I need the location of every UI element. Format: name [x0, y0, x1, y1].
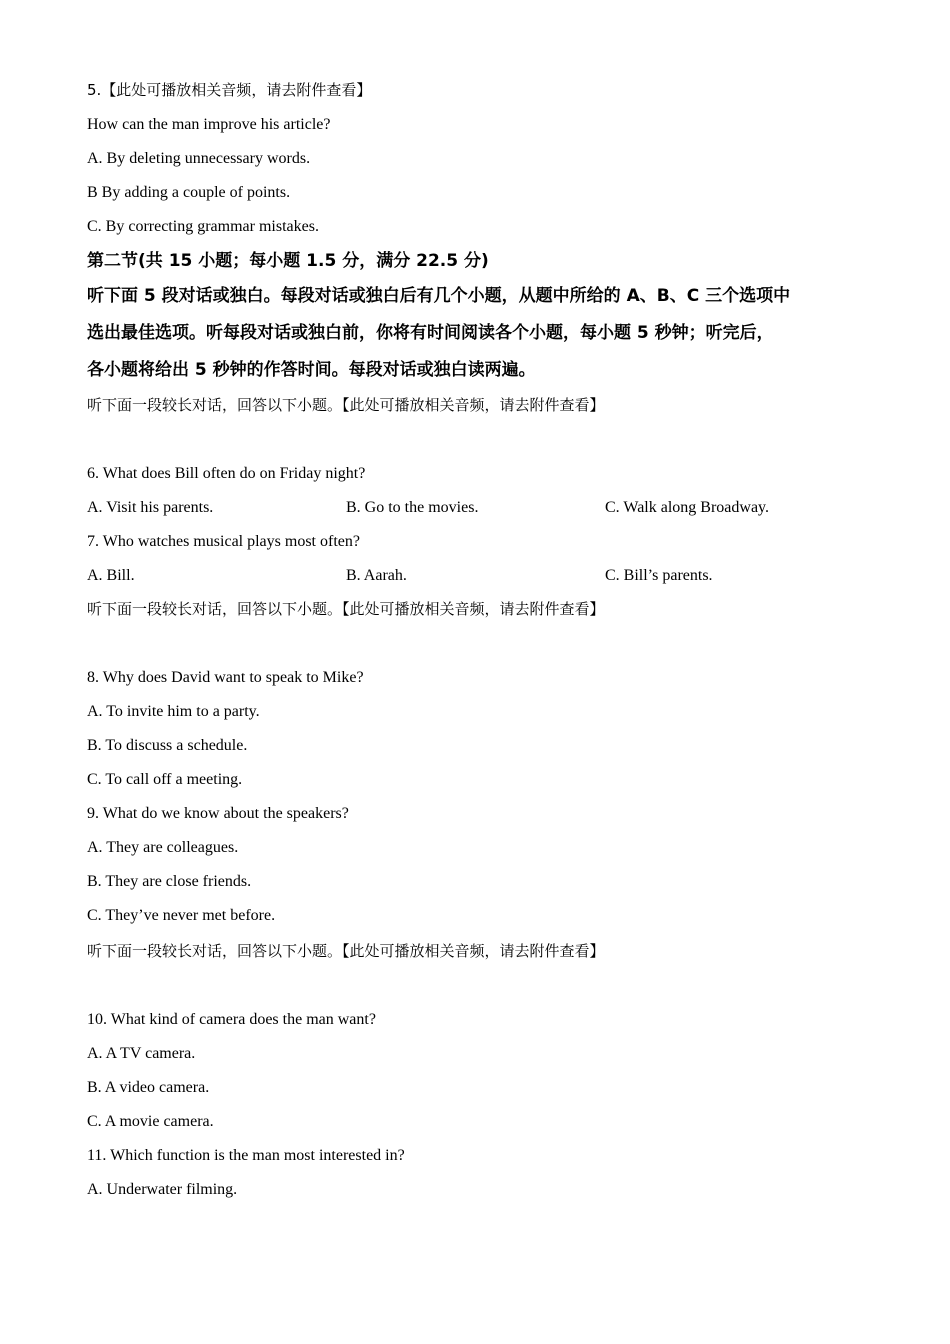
q10-option-c: C. A movie camera. — [87, 1113, 214, 1130]
q8-question: 8. Why does David want to speak to Mike? — [87, 669, 364, 686]
section2-instruction-line-1: 听下面 5 段对话或独白。每段对话或独白后有几个小题，从题中所给的 A、B、C 三个选项中 — [87, 286, 791, 306]
q6-question: 6. What does Bill often do on Friday night? — [87, 465, 366, 482]
audio-note-2: 听下面一段较长对话，回答以下小题。【此处可播放相关音频，请去附件查看】 — [87, 600, 605, 618]
section2-instruction-line-3: 各小题将给出 5 秒钟的作答时间。每段对话或独白读两遍。 — [87, 360, 536, 380]
q7-option-c: C. Bill’s parents. — [605, 567, 713, 584]
section2-instruction-line-2: 选出最佳选项。听每段对话或独白前，你将有时间阅读各个小题，每小题 5 秒钟；听完后， — [87, 323, 774, 343]
q8-option-a: A. To invite him to a party. — [87, 703, 260, 720]
q5-question: How can the man improve his article? — [87, 116, 331, 133]
q5-option-a: A. By deleting unnecessary words. — [87, 150, 311, 167]
q8-option-c: C. To call off a meeting. — [87, 771, 243, 788]
q9-option-a: A. They are colleagues. — [87, 839, 239, 856]
audio-note-1: 听下面一段较长对话，回答以下小题。【此处可播放相关音频，请去附件查看】 — [87, 396, 605, 414]
q11-option-a: A. Underwater filming. — [87, 1181, 238, 1198]
q9-option-c: C. They’ve never met before. — [87, 907, 276, 924]
q8-option-b: B. To discuss a schedule. — [87, 737, 248, 754]
q7-question: 7. Who watches musical plays most often? — [87, 533, 360, 550]
q7-option-a: A. Bill. — [87, 567, 135, 584]
q6-option-a: A. Visit his parents. — [87, 499, 214, 516]
q10-option-a: A. A TV camera. — [87, 1045, 196, 1062]
q6-option-c: C. Walk along Broadway. — [605, 499, 770, 516]
q5-option-b: B By adding a couple of points. — [87, 184, 291, 201]
q5-audio-header: 5.【此处可播放相关音频，请去附件查看】 — [87, 81, 372, 99]
q5-option-c: C. By correcting grammar mistakes. — [87, 218, 319, 235]
section2-title: 第二节(共 15 小题；每小题 1.5 分，满分 22.5 分) — [87, 251, 489, 271]
q7-option-b: B. Aarah. — [346, 567, 407, 584]
q11-question: 11. Which function is the man most interested in? — [87, 1147, 405, 1164]
q6-option-b: B. Go to the movies. — [346, 499, 479, 516]
q9-question: 9. What do we know about the speakers? — [87, 805, 349, 822]
audio-note-3: 听下面一段较长对话，回答以下小题。【此处可播放相关音频，请去附件查看】 — [87, 942, 605, 960]
q9-option-b: B. They are close friends. — [87, 873, 252, 890]
q10-option-b: B. A video camera. — [87, 1079, 210, 1096]
q10-question: 10. What kind of camera does the man want? — [87, 1011, 376, 1028]
